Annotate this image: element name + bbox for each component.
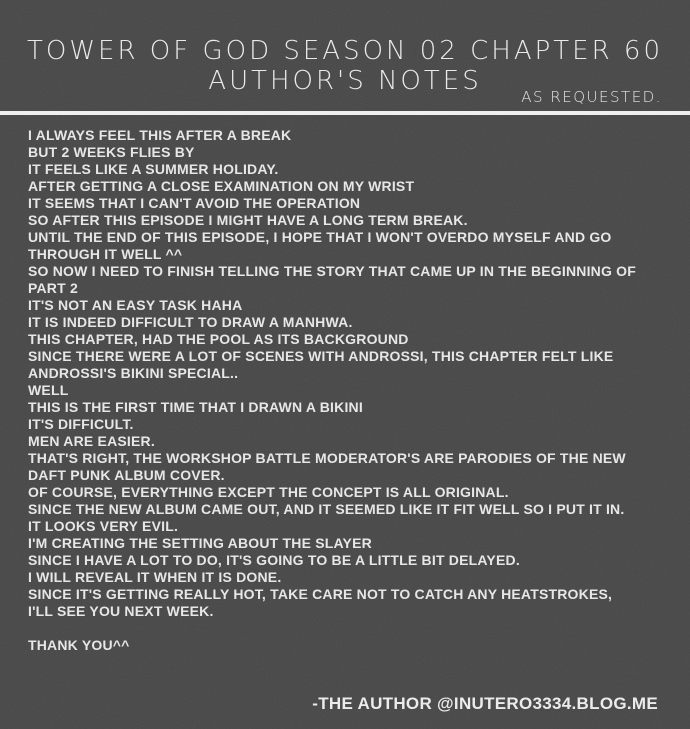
header-divider xyxy=(0,111,690,115)
note-line: THAT'S RIGHT, THE WORKSHOP BATTLE MODERATOR'S ARE PARODIES OF THE NEW xyxy=(28,450,626,466)
note-line: THIS IS THE FIRST TIME THAT I DRAWN A BIKINI xyxy=(28,399,363,415)
note-line: ANDROSSI'S BIKINI SPECIAL.. xyxy=(28,365,239,381)
header xyxy=(0,0,690,96)
note-line: THANK YOU^^ xyxy=(28,637,130,653)
note-line: IT LOOKS VERY EVIL. xyxy=(28,518,179,534)
as-requested-note: AS REQUESTED. xyxy=(521,88,662,106)
note-line: I'LL SEE YOU NEXT WEEK. xyxy=(28,603,214,619)
note-line: IT IS INDEED DIFFICULT TO DRAW A MANHWA. xyxy=(28,314,353,330)
note-line: SINCE THERE WERE A LOT OF SCENES WITH ANDROSSI, THIS CHAPTER FELT LIKE xyxy=(28,348,614,364)
note-line: DAFT PUNK ALBUM COVER. xyxy=(28,467,225,483)
notes-body xyxy=(28,127,678,654)
note-line: SINCE I HAVE A LOT TO DO, IT'S GOING TO BE A LITTLE BIT DELAYED. xyxy=(28,552,520,568)
note-line: OF COURSE, EVERYTHING EXCEPT THE CONCEPT IS ALL ORIGINAL. xyxy=(28,484,509,500)
page-subtitle: AUTHOR'S NOTES xyxy=(208,66,482,96)
note-line: AFTER GETTING A CLOSE EXAMINATION ON MY WRIST xyxy=(28,178,415,194)
note-line: SO AFTER THIS EPISODE I MIGHT HAVE A LONG TERM BREAK. xyxy=(28,212,468,228)
note-line: IT'S NOT AN EASY TASK HAHA xyxy=(28,297,243,313)
author-credit: -THE AUTHOR @INUTERO3334.BLOG.ME xyxy=(312,694,658,713)
note-line: BUT 2 WEEKS FLIES BY xyxy=(28,144,195,160)
note-line: THROUGH IT WELL ^^ xyxy=(28,246,183,262)
note-line: SINCE THE NEW ALBUM CAME OUT, AND IT SEEMED LIKE IT FIT WELL SO I PUT IT IN. xyxy=(28,501,625,517)
note-line: I ALWAYS FEEL THIS AFTER A BREAK xyxy=(28,127,292,143)
note-line: IT FEELS LIKE A SUMMER HOLIDAY. xyxy=(28,161,279,177)
note-line: SO NOW I NEED TO FINISH TELLING THE STORY THAT CAME UP IN THE BEGINNING OF xyxy=(28,263,637,279)
note-line: IT'S DIFFICULT. xyxy=(28,416,134,432)
note-line: THIS CHAPTER, HAD THE POOL AS ITS BACKGROUND xyxy=(28,331,409,347)
note-line: I'M CREATING THE SETTING ABOUT THE SLAYER xyxy=(28,535,372,551)
note-line: IT SEEMS THAT I CAN'T AVOID THE OPERATION xyxy=(28,195,361,211)
note-line: PART 2 xyxy=(28,280,78,296)
note-line: SINCE IT'S GETTING REALLY HOT, TAKE CARE NOT TO CATCH ANY HEATSTROKES, xyxy=(28,586,613,602)
note-line: UNTIL THE END OF THIS EPISODE, I HOPE THAT I WON'T OVERDO MYSELF AND GO xyxy=(28,229,612,245)
note-line: WELL xyxy=(28,382,69,398)
note-line xyxy=(28,620,678,637)
note-line: I WILL REVEAL IT WHEN IT IS DONE. xyxy=(28,569,282,585)
note-line: MEN ARE EASIER. xyxy=(28,433,155,449)
page-title: TOWER OF GOD SEASON 02 CHAPTER 60 xyxy=(26,36,664,66)
